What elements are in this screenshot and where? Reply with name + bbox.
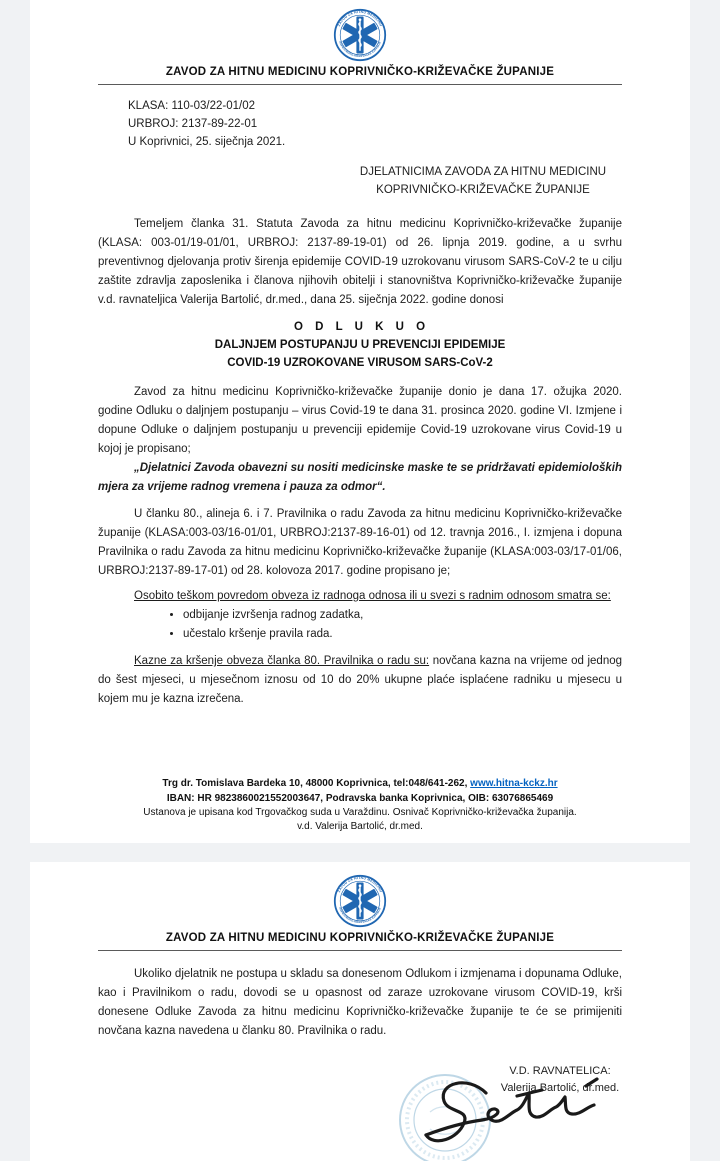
- violations-heading: Osobito teškom povredom obveza iz radnoga odnosa ili u svezi s radnim odnosom smatra se:: [134, 590, 611, 602]
- intro-paragraph: Temeljem članka 31. Statuta Zavoda za hitnu medicinu Koprivničko-križevačke županije (KLASA: 003-01/19-01/01, URBROJ: 2137-89-19-01) od 26. lipnja 2019. godine, a u svrhu preventivnog djelovanja protiv širenja epidemije COVID-19 uzrokovanu virusom SARS-CoV-2 te u cilju zaštite zdravlja zaposlenika i članova njihovih obitelji i stanovništva Koprivničko-križevačke županije v.d. ravnateljica Valerija Bartolić, dr.med., dana 25. siječnja 2022. godine donosi: [98, 218, 622, 306]
- website-link[interactable]: www.hitna-kckz.hr: [470, 778, 558, 789]
- page-1: [30, 0, 690, 843]
- penalties-lead: Kazne za kršenje obveza članka 80. Pravilnika o radu su:: [134, 655, 430, 667]
- rulebook-paragraph: U članku 80., alineja 6. i 7. Pravilnika o radu Zavoda za hitnu medicinu Koprivničko-križevačke županije (KLASA:003-03/16-01/01, URBROJ:2137-89-16-01) od 12. travnja 2016., I. izmjena i dopuna Pravilnika o radu Zavoda za hitnu medicinu Koprivničko-križevačke županije (KLASA:003-03/17-01/06, URBROJ:2137-89-17-01) od 28. kolovoza 2017. godine propisano je;: [98, 508, 622, 577]
- signature-name: Valerija Bartolić, dr.med.: [500, 1082, 620, 1094]
- page-2: [30, 862, 690, 1161]
- reference-block: [128, 97, 622, 151]
- place-date-line: U Koprivnici, 25. siječnja 2021.: [128, 136, 286, 148]
- footer-registry-line: Ustanova je upisana kod Trgovačkog suda u Varaždinu. Osnivač Koprivničko-križevačka županija.: [143, 807, 577, 818]
- signature-block: [360, 1057, 660, 1161]
- letterhead-footer: [30, 776, 690, 834]
- violations-list: [98, 606, 622, 644]
- decision-title-line-2: DALJNJEM POSTUPANJU U PREVENCIJI EPIDEMIJE: [214, 339, 506, 351]
- penalties-paragraph: [98, 652, 622, 709]
- decision-title: [98, 318, 622, 372]
- footer-iban-line: IBAN: HR 9823860021552003647, Podravska banka Koprivnica, OIB: 63076865469: [166, 793, 554, 804]
- addressee-line-2: KOPRIVNIČKO-KRIŽEVAČKE ŽUPANIJE: [376, 184, 590, 196]
- signature-title: V.D. RAVNATELICA:: [509, 1065, 611, 1077]
- list-item: • učestalo kršenje pravila rada.: [183, 625, 622, 644]
- addressee-block: [352, 163, 614, 199]
- star-of-life-logo: [333, 8, 387, 62]
- decision-title-line-1: O D L U K U O: [293, 321, 427, 333]
- urbroj-line: URBROJ: 2137-89-22-01: [128, 118, 258, 130]
- star-of-life-logo: [333, 874, 387, 928]
- signature-text: [460, 1057, 660, 1097]
- header-divider: [98, 84, 622, 85]
- decision-title-line-3: COVID-19 UZROKOVANE VIRUSOM SARS-CoV-2: [227, 357, 493, 369]
- list-item: • odbijanje izvršenja radnog zadatka,: [183, 606, 622, 625]
- footer-director-line: v.d. Valerija Bartolić, dr.med.: [297, 821, 423, 832]
- klasa-line: KLASA: 110-03/22-01/02: [128, 100, 256, 112]
- org-title: ZAVOD ZA HITNU MEDICINU KOPRIVNIČKO-KRIŽEVAČKE ŽUPANIJE: [165, 932, 555, 944]
- org-title: ZAVOD ZA HITNU MEDICINU KOPRIVNIČKO-KRIŽEVAČKE ŽUPANIJE: [165, 66, 555, 78]
- history-paragraph: Zavod za hitnu medicinu Koprivničko-križevačke županije donio je dana 17. ožujka 2020. godine Odluku o daljnjem postupanju – virus Covid-19 te dana 31. prosinca 2020. godine VI. Izmjene i dopune Odluke o daljnjem postupanju u prevenciji epidemije Covid-19 uzrokovane virus Covid-19 u kojoj je propisano;: [98, 386, 622, 455]
- penalties-text: novčana kazna na vrijeme od jednog do šest mjeseci, u mjesečnom iznosu od 10 do 20% ukupne plaće isplaćene radniku u mjesecu u kojem mu je kazna izrečena.: [98, 655, 623, 705]
- warning-paragraph: Ukoliko djelatnik ne postupa u skladu sa donesenom Odlukom i izmjenama i dopunama Odluke, kao i Pravilnikom o radu, dovodi se u opasnost od zaraze uzrokovane virusom COVID-19, krši donesene Odluke Zavoda za hitnu medicinu Koprivničko-križevačke županije te će se primijeniti novčana kazna navedena u članku 80. Pravilnika o radu.: [98, 968, 622, 1037]
- quote-paragraph: „Djelatnici Zavoda obavezni su nositi medicinske maske te se pridržavati epidemioloških mjera za vrijeme radnog vremena i pauza za odmor“.: [98, 462, 622, 493]
- header-divider: [98, 950, 622, 951]
- footer-address-line: Trg dr. Tomislava Bardeka 10, 48000 Koprivnica, tel:048/641-262, www.hitna-kckz.hr: [162, 778, 558, 789]
- addressee-line-1: DJELATNICIMA ZAVODA ZA HITNU MEDICINU: [359, 166, 607, 178]
